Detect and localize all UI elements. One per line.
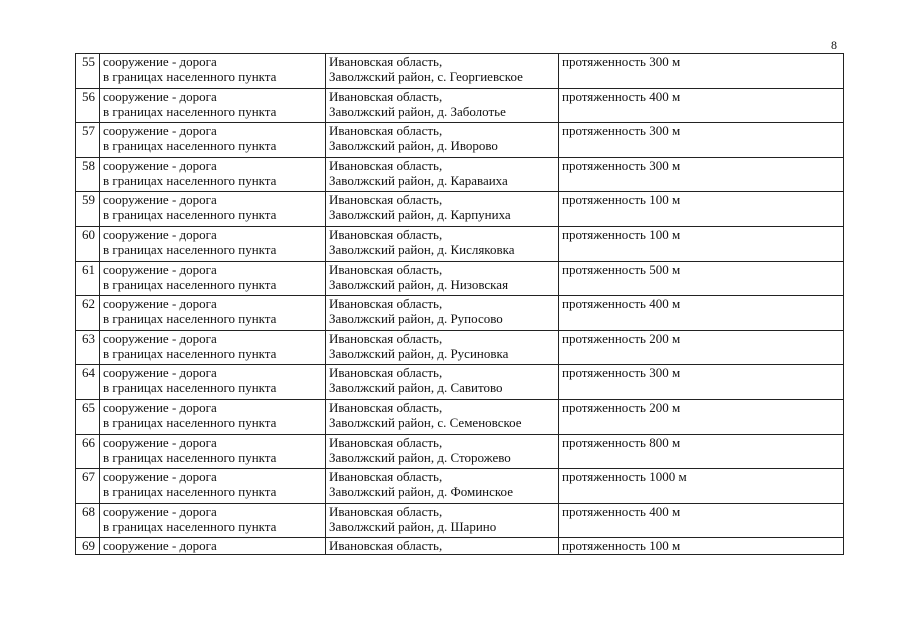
table-row bbox=[76, 365, 844, 400]
table-row bbox=[76, 261, 844, 296]
row-number: 61 bbox=[76, 261, 100, 296]
address-line1: Ивановская область, bbox=[329, 365, 443, 381]
table-row bbox=[76, 469, 844, 504]
extent-cell: протяженность 400 м bbox=[559, 88, 844, 123]
address-line2: Заволжский район, д. Фоминское bbox=[329, 484, 513, 500]
address-line2: Заволжский район, д. Карпуниха bbox=[329, 207, 511, 223]
address-cell bbox=[326, 296, 559, 331]
object-name-line1: сооружение - дорога bbox=[103, 157, 217, 173]
table-row bbox=[76, 538, 844, 555]
object-name-line1: сооружение - дорога bbox=[103, 330, 217, 346]
row-number: 58 bbox=[76, 157, 100, 192]
address-cell bbox=[326, 469, 559, 504]
address-line2: Заволжский район, д. Русиновка bbox=[329, 345, 509, 361]
address-line2: Заволжский район, д. Шарино bbox=[329, 518, 497, 534]
object-name-line1: сооружение - дорога bbox=[103, 261, 217, 277]
table-row bbox=[76, 503, 844, 538]
address-line2: Заволжский район, д. Рупосово bbox=[329, 311, 503, 327]
object-name-cell bbox=[100, 296, 326, 331]
address-line2: Заволжский район, с. Семеновское bbox=[329, 414, 522, 430]
object-name-line2: в границах населенного пункта bbox=[103, 518, 277, 534]
row-number: 67 bbox=[76, 469, 100, 504]
extent-cell: протяженность 200 м bbox=[559, 399, 844, 434]
object-name-line2: в границах населенного пункта bbox=[103, 449, 277, 465]
extent-cell: протяженность 300 м bbox=[559, 123, 844, 158]
extent-cell: протяженность 200 м bbox=[559, 330, 844, 365]
table-row bbox=[76, 434, 844, 469]
object-name-line2: в границах населенного пункта bbox=[103, 276, 277, 292]
row-number: 64 bbox=[76, 365, 100, 400]
object-name-line2: в границах населенного пункта bbox=[103, 484, 277, 500]
extent-cell: протяженность 100 м bbox=[559, 538, 844, 555]
address-cell bbox=[326, 192, 559, 227]
address-line2: Заволжский район, д. Караваиха bbox=[329, 172, 508, 188]
object-name-line2: в границах населенного пункта bbox=[103, 138, 277, 154]
row-number: 69 bbox=[76, 538, 100, 555]
table-row bbox=[76, 296, 844, 331]
row-number: 63 bbox=[76, 330, 100, 365]
address-line1: Ивановская область, bbox=[329, 88, 443, 104]
address-cell bbox=[326, 503, 559, 538]
extent-cell: протяженность 1000 м bbox=[559, 469, 844, 504]
address-cell bbox=[326, 88, 559, 123]
address-cell bbox=[326, 123, 559, 158]
object-name-line1: сооружение - дорога bbox=[103, 54, 217, 69]
object-name-line1: сооружение - дорога bbox=[103, 296, 217, 312]
row-number: 65 bbox=[76, 399, 100, 434]
object-name-line1: сооружение - дорога bbox=[103, 123, 217, 139]
address-line2: Заволжский район, д. Заболотье bbox=[329, 103, 506, 119]
object-name-cell bbox=[100, 123, 326, 158]
object-name-line1: сооружение - дорога bbox=[103, 192, 217, 208]
address-cell bbox=[326, 365, 559, 400]
page-number: 8 bbox=[831, 38, 837, 52]
address-line1: Ивановская область, bbox=[329, 192, 443, 208]
object-name-cell bbox=[100, 469, 326, 504]
object-name-cell bbox=[100, 365, 326, 400]
object-name-line1: сооружение - дорога bbox=[103, 503, 217, 519]
table-row bbox=[76, 330, 844, 365]
address-line1: Ивановская область, bbox=[329, 157, 443, 173]
roads-table bbox=[75, 53, 844, 555]
table-row bbox=[76, 157, 844, 192]
object-name-cell bbox=[100, 157, 326, 192]
object-name-cell bbox=[100, 192, 326, 227]
row-number: 57 bbox=[76, 123, 100, 158]
extent-cell: протяженность 100 м bbox=[559, 226, 844, 261]
object-name-cell bbox=[100, 261, 326, 296]
object-name-cell bbox=[100, 226, 326, 261]
address-line1: Ивановская область, bbox=[329, 226, 443, 242]
object-name-cell bbox=[100, 503, 326, 538]
object-name-line2: в границах населенного пункта bbox=[103, 380, 277, 396]
address-cell bbox=[326, 261, 559, 296]
object-name-line2: в границах населенного пункта bbox=[103, 241, 277, 257]
address-line1: Ивановская область, bbox=[329, 399, 443, 415]
row-number: 55 bbox=[76, 54, 100, 89]
object-name-line2: в границах населенного пункта bbox=[103, 345, 277, 361]
object-name-cell bbox=[100, 399, 326, 434]
extent-cell: протяженность 400 м bbox=[559, 503, 844, 538]
table-row bbox=[76, 399, 844, 434]
address-line1: Ивановская область, bbox=[329, 434, 443, 450]
object-name-line1: сооружение - дорога bbox=[103, 469, 217, 485]
table-row bbox=[76, 123, 844, 158]
address-line1: Ивановская область, bbox=[329, 261, 443, 277]
extent-cell: протяженность 300 м bbox=[559, 157, 844, 192]
object-name-line1: сооружение - дорога bbox=[103, 538, 217, 554]
address-line1: Ивановская область, bbox=[329, 123, 443, 139]
object-name-cell bbox=[100, 538, 326, 555]
extent-cell: протяженность 100 м bbox=[559, 192, 844, 227]
address-cell bbox=[326, 434, 559, 469]
address-line1: Ивановская область, bbox=[329, 538, 443, 554]
extent-cell: протяженность 800 м bbox=[559, 434, 844, 469]
table-row bbox=[76, 88, 844, 123]
object-name-line1: сооружение - дорога bbox=[103, 88, 217, 104]
object-name-line1: сооружение - дорога bbox=[103, 226, 217, 242]
row-number: 59 bbox=[76, 192, 100, 227]
address-cell bbox=[326, 330, 559, 365]
table-row bbox=[76, 192, 844, 227]
object-name-cell bbox=[100, 54, 326, 89]
table-row bbox=[76, 226, 844, 261]
object-name-line2: в границах населенного пункта bbox=[103, 207, 277, 223]
row-number: 68 bbox=[76, 503, 100, 538]
object-name-cell bbox=[100, 88, 326, 123]
address-line2: Заволжский район, д. Иворово bbox=[329, 138, 498, 154]
address-line1: Ивановская область, bbox=[329, 469, 443, 485]
address-line2: Заволжский район, д. Сторожево bbox=[329, 449, 511, 465]
object-name-cell bbox=[100, 434, 326, 469]
address-cell bbox=[326, 399, 559, 434]
address-line1: Ивановская область, bbox=[329, 54, 443, 69]
address-line1: Ивановская область, bbox=[329, 330, 443, 346]
object-name-line2: в границах населенного пункта bbox=[103, 69, 277, 84]
address-line1: Ивановская область, bbox=[329, 503, 443, 519]
address-line2: Заволжский район, с. Георгиевское bbox=[329, 69, 523, 84]
address-cell bbox=[326, 226, 559, 261]
row-number: 66 bbox=[76, 434, 100, 469]
row-number: 60 bbox=[76, 226, 100, 261]
extent-cell: протяженность 300 м bbox=[559, 365, 844, 400]
table-row bbox=[76, 54, 844, 89]
address-line1: Ивановская область, bbox=[329, 296, 443, 312]
object-name-cell bbox=[100, 330, 326, 365]
object-name-line2: в границах населенного пункта bbox=[103, 172, 277, 188]
address-cell bbox=[326, 157, 559, 192]
address-line2: Заволжский район, д. Савитово bbox=[329, 380, 503, 396]
extent-cell: протяженность 300 м bbox=[559, 54, 844, 89]
address-cell bbox=[326, 54, 559, 89]
extent-cell: протяженность 400 м bbox=[559, 296, 844, 331]
roads-table-body bbox=[76, 54, 844, 555]
row-number: 56 bbox=[76, 88, 100, 123]
object-name-line2: в границах населенного пункта bbox=[103, 311, 277, 327]
address-line2: Заволжский район, д. Кисляковка bbox=[329, 241, 515, 257]
address-line2: Заволжский район, д. Низовская bbox=[329, 276, 509, 292]
object-name-line1: сооружение - дорога bbox=[103, 434, 217, 450]
address-cell bbox=[326, 538, 559, 555]
row-number: 62 bbox=[76, 296, 100, 331]
object-name-line2: в границах населенного пункта bbox=[103, 103, 277, 119]
extent-cell: протяженность 500 м bbox=[559, 261, 844, 296]
object-name-line1: сооружение - дорога bbox=[103, 365, 217, 381]
object-name-line2: в границах населенного пункта bbox=[103, 414, 277, 430]
object-name-line1: сооружение - дорога bbox=[103, 399, 217, 415]
